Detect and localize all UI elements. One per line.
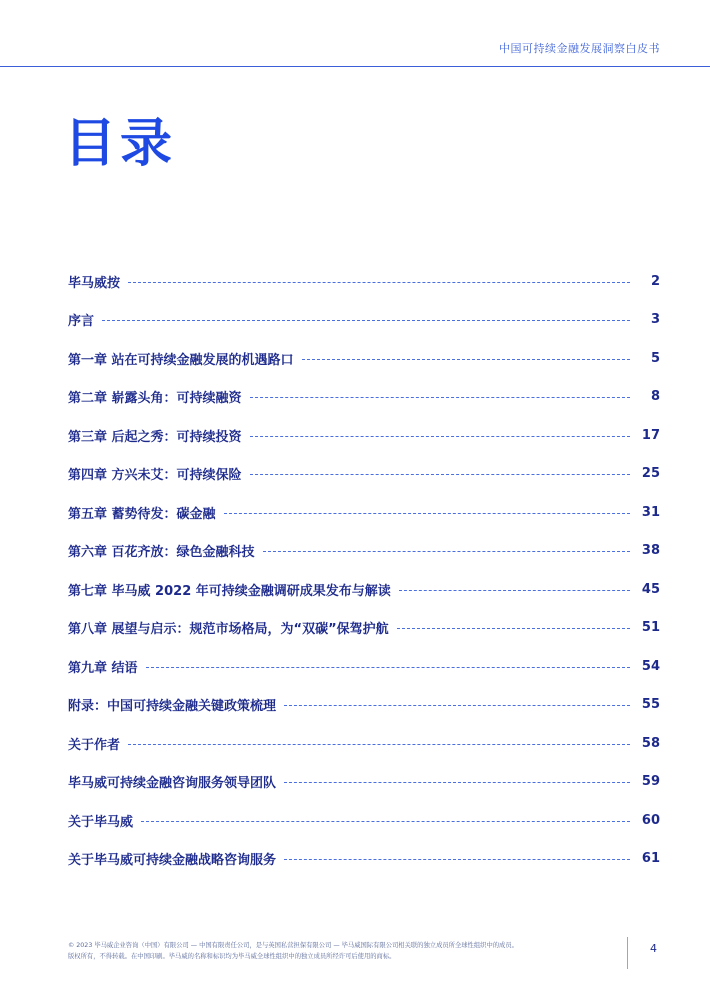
toc-entry[interactable] [68,339,660,378]
toc-entry-title: 关于毕马威 [68,814,134,830]
toc-entry-page: 17 [641,427,660,443]
page-number: 4 [650,942,657,955]
toc-entry-title: 第七章 毕马威 2022 年可持续金融调研成果发布与解读 [68,583,391,599]
toc-entry-page: 31 [641,504,660,520]
toc-entry-page: 8 [650,389,660,405]
toc-leader-dots [397,628,630,629]
toc-leader-dots [250,474,630,475]
toc-entry[interactable] [68,532,660,571]
toc-entry-page: 61 [641,851,660,867]
toc-leader-dots [141,821,630,822]
toc-entry-page: 2 [650,273,660,289]
toc-entry-page: 51 [641,620,660,636]
toc-entry-page: 59 [641,774,660,790]
toc-leader-dots [128,744,630,745]
toc-entry-title: 第四章 方兴未艾：可持续保险 [68,468,242,484]
toc-entry-title: 第二章 崭露头角：可持续融资 [68,391,242,407]
toc-entry[interactable] [68,378,660,417]
footer-trademark: 版权所有，不得转载。在中国印刷。毕马威的名称和标识均为毕马威全球性组织中的独立成员所经许可后使用的商标。 [68,953,396,960]
toc-entry-page: 3 [650,312,660,328]
toc-entry-page: 38 [641,543,660,559]
toc-entry-page: 25 [641,466,660,482]
toc-leader-dots [302,359,630,360]
toc-entry[interactable] [68,416,660,455]
toc-entry[interactable] [68,763,660,802]
toc-entry-title: 第三章 后起之秀：可持续投资 [68,429,242,445]
toc-entry-page: 58 [641,735,660,751]
toc-entry[interactable] [68,647,660,686]
toc-entry-page: 55 [641,697,660,713]
toc-leader-dots [284,782,630,783]
toc-entry-page: 45 [641,581,660,597]
toc-leader-dots [102,320,630,321]
footer-divider [627,937,628,969]
toc-entry[interactable] [68,801,660,840]
toc-entry-page: 5 [650,350,660,366]
document-title: 中国可持续金融发展洞察白皮书 [499,42,660,55]
toc-entry-title: 第八章 展望与启示：规范市场格局，为“双碳”保驾护航 [68,622,389,638]
toc-leader-dots [224,513,630,514]
toc-entry[interactable] [68,570,660,609]
toc-leader-dots [250,397,630,398]
toc-entry[interactable] [68,686,660,725]
table-of-contents [68,262,660,878]
toc-leader-dots [284,705,630,706]
toc-leader-dots [250,436,630,437]
toc-entry[interactable] [68,262,660,301]
toc-entry-title: 附录：中国可持续金融关键政策梳理 [68,699,277,715]
toc-entry-title: 第一章 站在可持续金融发展的机遇路口 [68,352,294,368]
toc-entry[interactable] [68,493,660,532]
toc-entry[interactable] [68,301,660,340]
toc-entry-page: 60 [641,812,660,828]
toc-leader-dots [399,590,630,591]
toc-entry[interactable] [68,609,660,648]
toc-entry-title: 第五章 蓄势待发：碳金融 [68,506,216,522]
toc-leader-dots [128,282,630,283]
toc-entry-title: 毕马威可持续金融咨询服务领导团队 [68,776,277,792]
toc-leader-dots [146,667,630,668]
toc-entry-title: 毕马威按 [68,275,121,291]
page-title: 目录 [64,114,177,174]
toc-entry-title: 关于毕马威可持续金融战略咨询服务 [68,853,277,869]
header-divider [0,66,710,67]
toc-entry[interactable] [68,455,660,494]
toc-leader-dots [263,551,630,552]
toc-entry[interactable] [68,724,660,763]
toc-entry-title: 第九章 结语 [68,660,138,676]
footer-copyright: © 2023 毕马威企业咨询（中国）有限公司 — 中国有限责任公司，是与英国私营担保有限公司 — 毕马威国际有限公司相关联的独立成员所全球性组织中的成员。 [68,942,518,949]
footer-text [68,940,616,962]
toc-entry[interactable] [68,840,660,879]
toc-leader-dots [284,859,630,860]
toc-entry-title: 序言 [68,314,95,330]
toc-entry-title: 第六章 百花齐放：绿色金融科技 [68,545,255,561]
toc-entry-page: 54 [641,658,660,674]
toc-entry-title: 关于作者 [68,737,121,753]
